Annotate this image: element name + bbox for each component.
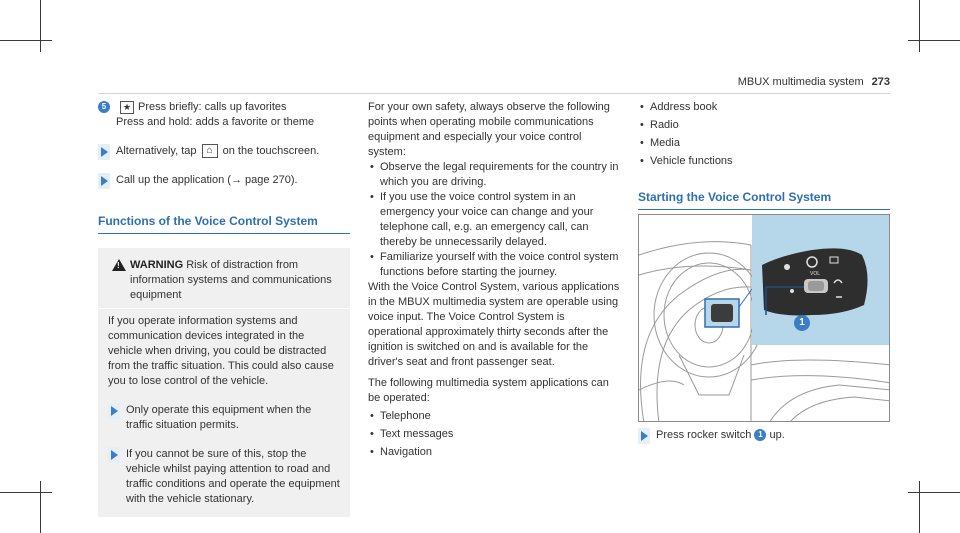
switch-panel-drawing [752,215,890,345]
warning-subject: Risk of distraction from information systems and communications equipment [130,259,332,301]
step-text: Call up the application (→ page 270). [116,174,298,186]
warning-title: WARNING [130,259,184,271]
star-icon: ★ [120,101,134,114]
steering-wheel-illustration [638,214,890,422]
instruction-step [98,144,350,159]
paragraph: The following multimedia system applications can be operated: [368,377,609,404]
section-title: Functions of the Voice Control System [98,214,350,234]
list-item: • Radio [638,118,890,133]
crop-mark [908,492,960,493]
step-arrow-icon [638,428,650,444]
header-rule [98,93,890,94]
intro-paragraph: For your own safety, always observe the following points when operating mobile communications equipment and especially your voice control system: [368,101,610,158]
crop-mark [40,0,41,52]
column-middle [368,100,620,460]
item-number-badge: 5 [98,101,110,113]
warning-box [98,248,350,517]
crop-mark [919,0,920,52]
header-title: MBUX multimedia system [737,76,864,88]
list-item: • Observe the legal requirements for the country in which you are driving. [368,160,620,190]
step-text: If you cannot be sure of this, stop the vehicle whilst paying attention to road and traffic conditions and operate the equipment with the vehicle stationary. [126,448,340,505]
list-item: • If you use the voice control system in an emergency your voice can change and your telephone call, e.g. an emergency call, can thereby be unnecessarily delayed. [368,190,620,250]
list-item: • Vehicle functions [638,154,890,169]
item-5-line1: Press briefly: calls up favorites [138,101,287,113]
divider [98,308,350,309]
list-item: • Media [638,136,890,151]
instruction-step [638,428,890,443]
step-text: Only operate this equipment when the traffic situation permits. [126,404,312,431]
column-right [638,100,890,210]
home-icon: ⌂ [202,144,218,158]
page-number: 273 [871,76,890,88]
step-text-pre: Alternatively, tap [116,145,197,157]
instruction-step [98,173,350,188]
crop-mark [0,40,52,41]
vol-label: VOL [810,271,821,277]
step-arrow-icon [98,173,110,189]
switch-detail-inset [752,215,890,345]
item-5-line2: Press and hold: adds a favorite or theme [116,116,315,128]
step-text-pre: Press rocker switch [656,429,752,441]
section-title: Starting the Voice Control System [638,190,890,210]
warning-body: If you operate information systems and communication devices integrated in the vehicle when driving, you could be distracted from the traffic situation. This could also cause you to lose control of the vehicle. [108,315,334,387]
step-arrow-icon [108,403,120,419]
instruction-step [108,403,340,433]
step-arrow-icon [98,144,110,160]
list-item: • Text messages [368,427,620,442]
warning-triangle-icon [112,259,126,271]
crop-mark [0,492,52,493]
crop-mark [919,481,920,533]
list-item: • Address book [638,100,890,115]
list-item: • Telephone [368,409,620,424]
paragraph: With the Voice Control System, various applications in the MBUX multimedia system are operable using voice input. The Voice Control System is operational approximately thirty seconds after the ignition is switched on and is available for the driver's seat and front passenger seat. [368,281,620,368]
instruction-step [108,447,340,507]
crop-mark [40,481,41,533]
step-text-post: up. [769,429,785,441]
callout-badge: 1 [794,315,810,331]
column-left [98,100,350,517]
step-text-post: on the touchscreen. [222,145,320,157]
list-item-5 [98,100,350,130]
list-item: • Navigation [368,445,620,460]
step-arrow-icon [108,447,120,463]
callout-badge: 1 [754,429,766,441]
crop-mark [908,40,960,41]
list-item: • Familiarize yourself with the voice control system functions before starting the journey. [368,250,620,280]
running-header [738,75,890,90]
warning-header [108,258,340,303]
